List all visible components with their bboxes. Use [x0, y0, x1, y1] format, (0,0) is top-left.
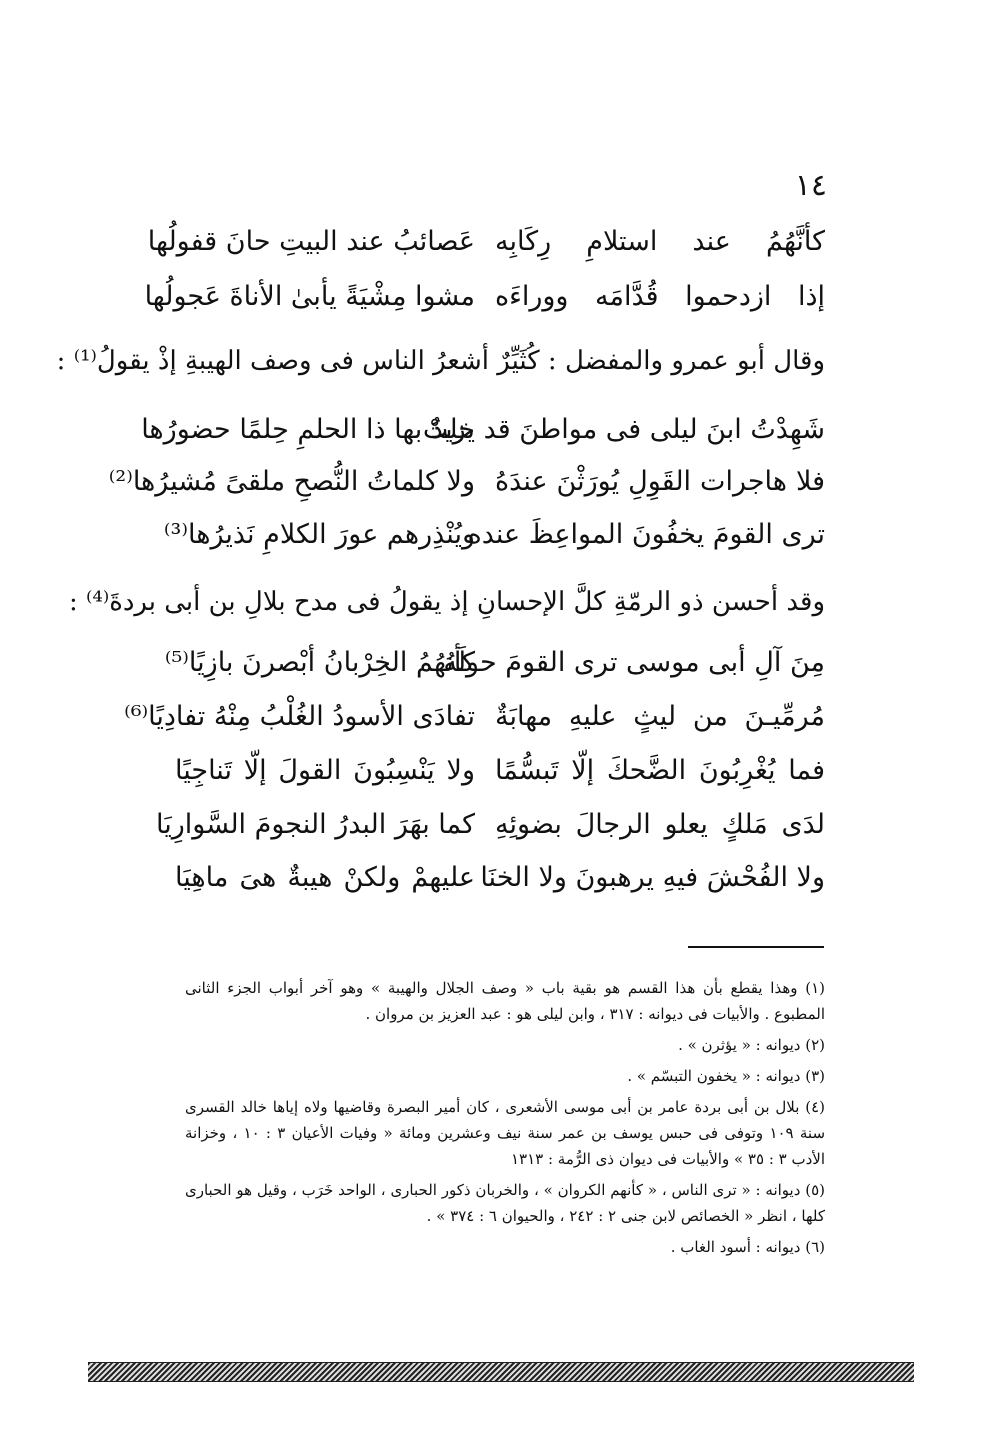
verse-second-hemistich: كأنهُمُ الخِرْبانُ أبْصرنَ بازِيًا⁽⁵⁾ — [164, 647, 475, 678]
verse-first-hemistich: مُرمِّيـنَ من ليثٍ عليهِ مهابَةٌ — [495, 701, 825, 732]
verse-line — [141, 405, 825, 455]
footnote-3: (٣) ديوانه : « يخفون التبسّم » . — [627, 1067, 825, 1085]
verse-first-hemistich: فلا هاجرات القَوِلِ يُورَثْنَ عندَهُ — [495, 466, 825, 497]
verse-second-hemistich: مشوا مِشْيَةً يأبىٰ الأناةَ عَجولُها — [144, 281, 475, 312]
verse-first-hemistich: إذا ازدحموا قُدَّامَه ووراءَه — [495, 281, 825, 312]
footnote-5: (٥) ديوانه : « ترى الناس ، « كأنهم الكروان » ، والخربان ذكور الحبارى ، الواحد خَرَب ، وقيل هو الحبارى كلها ، انظر « الخصائص لابن جنى ٢ : ٢٤٢ ، والحيوان ٦ : ٣٧٤ » . — [185, 1181, 825, 1225]
verse-second-hemistich: تفادَى الأسودُ الغُلْبُ مِنْهُ تفادِيًا⁽⁶⁾ — [124, 701, 475, 732]
verse-second-hemistich: ولا كلماتُ النُّصحِ ملقىً مُشيرُها⁽²⁾ — [108, 466, 475, 497]
footnote-2: (٢) ديوانه : « يؤثرن » . — [678, 1036, 825, 1054]
intro-paragraph: وقد أحسن ذو الرمّةِ كلَّ الإحسانِ إذ يقولُ فى مدح بلالِ بن أبى بردةَ⁽⁴⁾ : — [68, 587, 825, 617]
verse-line — [108, 457, 825, 507]
page-number: ١٤ — [794, 168, 827, 203]
verse-first-hemistich: شَهِدْتُ ابنَ ليلى فى مواطنَ قد خلتْ — [422, 414, 825, 445]
verse-first-hemistich: ترى القومَ يخفُونَ المواعِظَ عنده — [467, 519, 825, 550]
scan-bottom-border — [88, 1362, 914, 1382]
verse-line — [156, 800, 825, 850]
verse-line — [147, 217, 825, 267]
verse-first-hemistich: فما يُغْرِبُونَ الضَّحكَ إلّا تَبسُّمًا — [495, 755, 825, 786]
verse-second-hemistich: يزيدُ بها ذا الحلمِ حِلمًا حضورُها — [141, 414, 475, 445]
verse-line — [164, 638, 825, 688]
verse-first-hemistich: مِنَ آلِ أبى موسى ترى القومَ حولَهُ — [443, 647, 825, 678]
verse-line — [175, 853, 825, 903]
verse-first-hemistich: كأنَّهُمُ عند استلامِ رِكَابِه — [495, 226, 825, 257]
verse-second-hemistich: كما بهَرَ البدرُ النجومَ السَّوارِيَا — [156, 809, 475, 840]
footnote-1: (١) وهذا يقطع بأن هذا القسم هو بقية باب « وصف الجلال والهيبة » وهو آخر أبواب الجزء الثانى المطبوع . والأبيات فى ديوانه : ٣١٧ ، وابن ليلى هو : عبد العزيز بن مروان . — [185, 979, 825, 1023]
verse-line — [144, 272, 825, 322]
intro-paragraph: وقال أبو عمرو والمفضل : كُثَيِّرٌ أشعرُ الناس فى وصف الهيبةِ إذْ يقولُ⁽¹⁾ : — [56, 346, 825, 376]
verse-second-hemistich: ولا يَنْسِبُونَ القولَ إلّا تَناجِيًا — [175, 755, 475, 786]
verse-second-hemistich: ويُنْذِرهم عورَ الكلامِ نَذيرُها⁽³⁾ — [163, 519, 475, 550]
verse-first-hemistich: لدَى مَلكٍ يعلو الرجالَ بضوئِهِ — [495, 809, 825, 840]
verse-line — [124, 692, 825, 742]
verse-line — [175, 746, 825, 796]
verse-line — [163, 510, 825, 560]
footnote-4: (٤) بلال بن أبى بردة عامر بن أبى موسى الأشعرى ، كان أمير البصرة وقاضيها ولاه إياها خالد القسرى سنة ١٠٩ وتوفى فى حبس يوسف بن عمر سنة نيف وعشرين ومائة « وفيات الأعيان ٣ : ١٠ ، وخزانة الأدب ٣ : ٣٥ » والأبيات فى ديوان ذى الرُّمة : ١٣١٣ — [185, 1098, 826, 1168]
verse-second-hemistich: عَصائبُ عند البيتِ حانَ قفولُها — [147, 226, 475, 257]
footnote-6: (٦) ديوانه : أسود الغاب . — [670, 1238, 825, 1256]
footnote-separator — [688, 946, 824, 948]
footnotes — [185, 975, 825, 1265]
verse-second-hemistich: عليهمْ ولكنْ هيبةٌ هىَ ماهِيَا — [175, 862, 475, 893]
verse-first-hemistich: ولا الفُحْشَ فيهِ يرهبونَ ولا الخنَا — [480, 862, 825, 893]
